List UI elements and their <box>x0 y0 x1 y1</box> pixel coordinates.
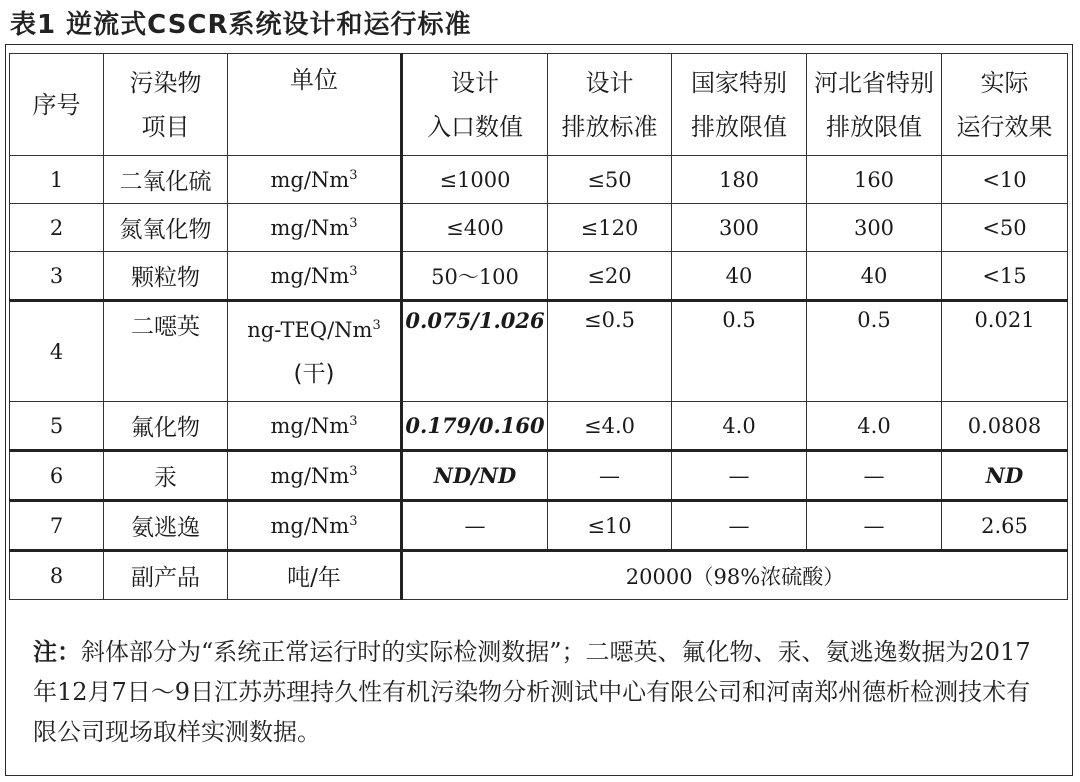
header-no: 序号 <box>10 54 104 156</box>
table-caption: 表1 逆流式CSCR系统设计和运行标准 <box>10 10 472 40</box>
row-unit: mg/Nm$^3$ <box>228 501 402 551</box>
row-actual: 0.0808 <box>942 402 1068 451</box>
row-inlet: ≤400 <box>402 204 548 252</box>
row-inlet: 50～100 <box>402 252 548 301</box>
row-no: 4 <box>10 301 104 402</box>
row-no: 5 <box>10 402 104 451</box>
row-national: 0.5 <box>672 301 807 402</box>
row-national: 300 <box>672 204 807 252</box>
row-actual: ND <box>942 451 1068 501</box>
row-merged-value: 20000（98%浓硫酸） <box>402 551 1068 600</box>
row-hebei: 300 <box>807 204 942 252</box>
row-unit: mg/Nm$^3$ <box>228 451 402 501</box>
row-design: ≤120 <box>548 204 672 252</box>
row-unit: mg/Nm$^3$ <box>228 204 402 252</box>
row-hebei: 40 <box>807 252 942 301</box>
row-hebei: 0.5 <box>807 301 942 402</box>
row-no: 7 <box>10 501 104 551</box>
row-item: 氮氧化物 <box>104 204 228 252</box>
header-actual: 实际 运行效果 <box>942 54 1068 156</box>
row-design: ≤0.5 <box>548 301 672 402</box>
note-label: 注： <box>33 638 81 666</box>
row-actual: 0.021 <box>942 301 1068 402</box>
row-no: 2 <box>10 204 104 252</box>
row-inlet: ≤1000 <box>402 156 548 204</box>
row-actual: 2.65 <box>942 501 1068 551</box>
row-inlet: 0.179/0.160 <box>402 402 548 451</box>
row-item: 二氧化硫 <box>104 156 228 204</box>
row-item: 氨逃逸 <box>104 501 228 551</box>
table-row <box>10 252 1068 301</box>
header-unit: 单位 <box>228 54 402 156</box>
standards-table <box>9 53 1068 600</box>
header-design: 设计 排放标准 <box>548 54 672 156</box>
row-inlet: — <box>402 501 548 551</box>
row-no: 1 <box>10 156 104 204</box>
row-hebei: — <box>807 501 942 551</box>
row-no: 6 <box>10 451 104 501</box>
row-national: 40 <box>672 252 807 301</box>
row-national: — <box>672 501 807 551</box>
row-unit: mg/Nm$^3$ <box>228 252 402 301</box>
table-row <box>10 204 1068 252</box>
header-item: 污染物 项目 <box>104 54 228 156</box>
row-design: ≤20 <box>548 252 672 301</box>
table-row <box>10 402 1068 451</box>
row-hebei: — <box>807 451 942 501</box>
row-item: 汞 <box>104 451 228 501</box>
row-design: ≤4.0 <box>548 402 672 451</box>
row-unit: 吨/年 <box>228 551 402 600</box>
table-row <box>10 451 1068 501</box>
table-row <box>10 551 1068 600</box>
header-national: 国家特别 排放限值 <box>672 54 807 156</box>
row-design: — <box>548 451 672 501</box>
note-text: 斜体部分为“系统正常运行时的实际检测数据”；二噁英、氟化物、汞、氨逃逸数据为2017年12月7日～9日江苏苏理持久性有机污染物分析测试中心有限公司和河南郑州德析检测技术有限公司现场取样实测数据。 <box>33 638 1031 746</box>
header-inlet: 设计 入口数值 <box>402 54 548 156</box>
row-unit: ng-TEQ/Nm$^3$ (干) <box>228 301 402 402</box>
row-inlet: ND/ND <box>402 451 548 501</box>
row-national: — <box>672 451 807 501</box>
table-note <box>33 632 1053 752</box>
row-hebei: 160 <box>807 156 942 204</box>
row-item: 颗粒物 <box>104 252 228 301</box>
row-actual: <15 <box>942 252 1068 301</box>
table-row <box>10 156 1068 204</box>
table-row <box>10 301 1068 402</box>
table-row <box>10 501 1068 551</box>
row-no: 3 <box>10 252 104 301</box>
row-item: 副产品 <box>104 551 228 600</box>
row-inlet: 0.075/1.026 <box>402 301 548 402</box>
row-hebei: 4.0 <box>807 402 942 451</box>
row-unit: mg/Nm$^3$ <box>228 156 402 204</box>
header-row <box>10 54 1068 156</box>
row-actual: <10 <box>942 156 1068 204</box>
row-national: 4.0 <box>672 402 807 451</box>
row-no: 8 <box>10 551 104 600</box>
row-national: 180 <box>672 156 807 204</box>
row-actual: <50 <box>942 204 1068 252</box>
row-item: 氟化物 <box>104 402 228 451</box>
row-design: ≤50 <box>548 156 672 204</box>
header-hebei: 河北省特别 排放限值 <box>807 54 942 156</box>
row-design: ≤10 <box>548 501 672 551</box>
row-item: 二噁英 <box>104 301 228 402</box>
row-unit: mg/Nm$^3$ <box>228 402 402 451</box>
